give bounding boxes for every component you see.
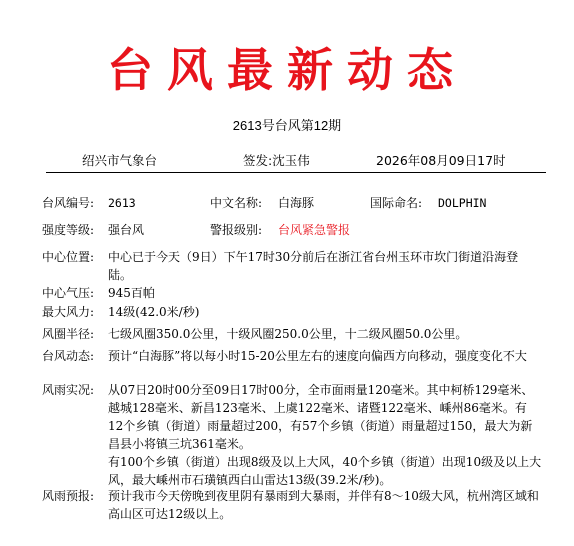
radius-label: 风圈半径: [42, 327, 95, 341]
intensity: 强台风 [108, 223, 145, 237]
typhoon-number: 2613 [108, 196, 136, 210]
issue-number: 2613号台风第12期 [232, 118, 342, 133]
position: 中心已于今天（9日）下午17时30分前后在浙江省台州玉环市坎门街道沿海登陆。 [108, 250, 519, 282]
forecast-label: 风雨预报: [42, 489, 95, 503]
pressure: 945百帕 [108, 286, 155, 300]
position-label: 中心位置: [42, 250, 95, 264]
typhoon-number-label: 台风编号: [42, 196, 95, 210]
cn-name: 白海豚 [278, 196, 315, 210]
movement-label: 台风动态: [42, 349, 95, 363]
warning-level: 台风紧急警报 [278, 223, 351, 237]
intl-name: DOLPHIN [438, 196, 487, 210]
max-wind: 14级(42.0米/秒) [108, 305, 200, 319]
wind-radius: 七级风圈350.0公里，十级风圈250.0公里，十二级风圈50.0公里。 [108, 327, 468, 341]
movement: 预计“白海豚”将以每小时15-20公里左右的速度向偏西方向移动，强度变化不大 [108, 349, 527, 363]
header-divider [46, 172, 546, 173]
observed-wind: 有100个乡镇（街道）出现8级及以上大风，40个乡镇（街道）出现10级及以上大风，最大嵊州市石璜镇西白山雷达13级(39.2米/秒)。 [108, 455, 542, 487]
forecast: 预计我市今天傍晚到夜里阴有暴雨到大暴雨，并伴有8～10级大风，杭州湾区域和高山区可达12级以上。 [108, 489, 539, 521]
observed-rain: 从07日20时00分至09日17时00分，全市面雨量120毫米。其中柯桥129毫米、越城128毫米、新昌123毫米、上虞122毫米、诸暨122毫米、嵊州86毫米。有12个乡镇（街道）雨量超过200，有57个乡镇（街道）雨量超过150，最大为新昌县小将镇三坑361毫米。 [108, 383, 534, 451]
bulletin-title: 台风最新动态 [107, 43, 467, 97]
signer: 签发:沈玉伟 [243, 153, 310, 168]
observed-label: 风雨实况: [42, 383, 95, 397]
issuing-office: 绍兴市气象台 [82, 153, 158, 168]
intensity-label: 强度等级: [42, 223, 95, 237]
signature-row [0, 152, 574, 170]
wind-label: 最大风力: [42, 305, 95, 319]
issue-time: 2026年08月09日17时 [376, 153, 506, 168]
pressure-label: 中心气压: [42, 286, 95, 300]
intl-name-label: 国际命名: [370, 196, 423, 210]
warning-label: 警报级别: [210, 223, 263, 237]
cn-name-label: 中文名称: [210, 196, 263, 210]
